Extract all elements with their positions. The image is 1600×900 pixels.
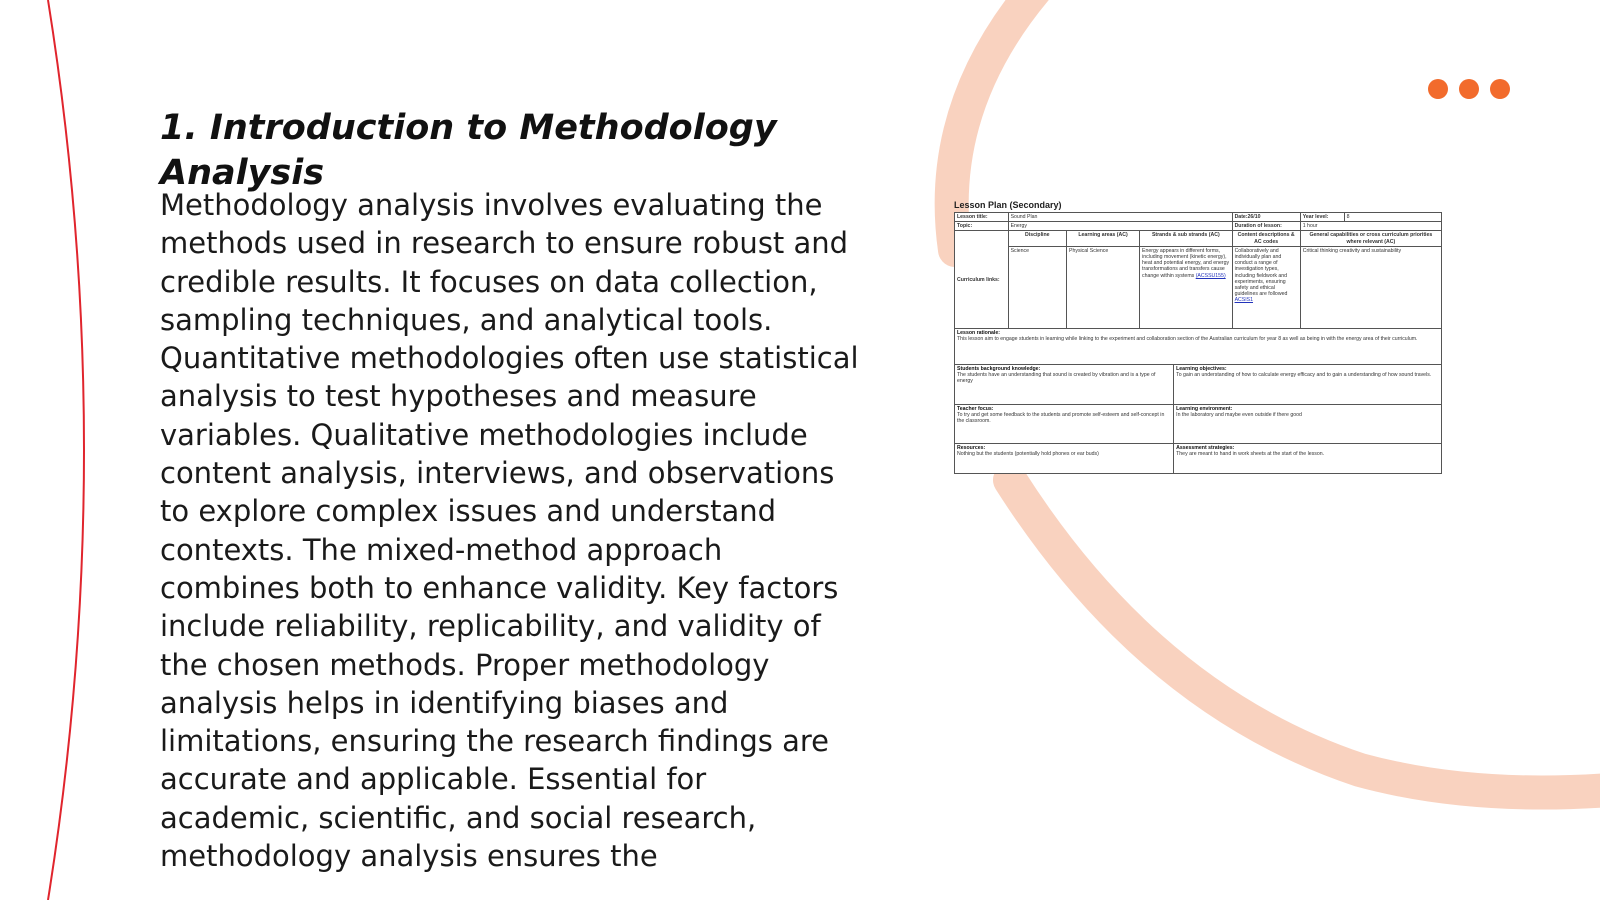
- lesson-plan-image: [954, 200, 1442, 474]
- lesson-plan-heading: Lesson Plan (Secondary): [954, 200, 1062, 210]
- lesson-title-label: Lesson title:: [955, 213, 1009, 222]
- slide-body-text: Methodology analysis involves evaluating the methods used in research to ensure robust and credible results. It focuses on data collection, sampling techniques, and analytical tools. Quantitative methodologies often use statistical analysis to test hypotheses and measure variables. Qualitative methodologies include content analysis, interviews, and observations to explore complex issues and understand contexts. The mixed-method approach combines both to enhance validity. Key factors include reliability, replicability, and validity of the chosen methods. Proper methodology analysis helps in identifying biases and limitations, ensuring the research findings are accurate and applicable. Essential for academic, scientific, and social research, methodology analysis ensures the: [160, 188, 859, 874]
- lesson-title-value: Sound Plan: [1008, 213, 1232, 222]
- strands-value: Energy appears in different forms, including movement (kinetic energy), heat and potential energy, and energy transformations and transfers cause change within systems: [1142, 247, 1230, 279]
- topic-value: Energy: [1008, 222, 1232, 231]
- environment-label: Learning environment:: [1176, 405, 1233, 412]
- background-label: Students background knowledge:: [957, 365, 1041, 372]
- dot-icon: [1459, 79, 1479, 99]
- lesson-plan-table: [954, 212, 1442, 474]
- objectives-value: To gain an understanding of how to calculate energy efficacy and to gain a understanding of how sound travels.: [1176, 372, 1432, 379]
- resources-cell: [955, 443, 1174, 473]
- resources-value: Nothing but the students (potentially hold phones or ear buds): [957, 451, 1099, 458]
- objectives-label: Learning objectives:: [1176, 365, 1227, 372]
- rationale-label: Lesson rationale:: [957, 329, 1000, 336]
- learning-area-value: Physical Science: [1067, 246, 1140, 328]
- table-row: [955, 404, 1442, 443]
- table-row: [955, 328, 1442, 364]
- topic-label: Topic:: [955, 222, 1009, 231]
- strands-cell: [1140, 246, 1233, 328]
- table-row: [955, 364, 1442, 404]
- table-row: [955, 443, 1442, 473]
- duration-value: 1 hour: [1300, 222, 1441, 231]
- table-row: [955, 222, 1442, 231]
- content-code-link[interactable]: ACSIS1: [1234, 297, 1254, 304]
- teacher-focus-value: To try and get some feedback to the students and promote self-esteem and self-concept in the classroom.: [957, 412, 1165, 425]
- table-row: [955, 213, 1442, 222]
- rationale-cell: [955, 328, 1442, 364]
- more-options-icon: [1428, 79, 1510, 99]
- background-value: The students have an understanding that sound is created by vibration and is a type of energy: [957, 372, 1156, 385]
- content-descriptions-header: Content descriptions & AC codes: [1232, 231, 1300, 246]
- learning-areas-header: Learning areas (AC): [1067, 231, 1140, 246]
- table-row: [955, 246, 1442, 328]
- slide-title: 1. Introduction to Methodology Analysis: [160, 108, 777, 193]
- content-cell: [1232, 246, 1300, 328]
- general-capabilities-header: General capabilities or cross curriculum priorities where relevant (AC): [1300, 231, 1441, 246]
- assessment-value: They are meant to hand in work sheets at the start of the lesson.: [1176, 451, 1325, 458]
- date-label: Date:26/10: [1232, 213, 1300, 222]
- strands-header: Strands & sub strands (AC): [1140, 231, 1233, 246]
- teacher-focus-cell: [955, 404, 1174, 443]
- curriculum-links-label: Curriculum links:: [955, 231, 1009, 328]
- duration-label: Duration of lesson:: [1232, 222, 1300, 231]
- discipline-header: Discipline: [1008, 231, 1066, 246]
- general-capabilities-value: Critical thinking creativity and sustainability: [1300, 246, 1441, 328]
- background-cell: [955, 364, 1174, 404]
- teacher-focus-label: Teacher focus:: [957, 405, 994, 412]
- dot-icon: [1490, 79, 1510, 99]
- left-accent-line: [48, 0, 84, 900]
- year-level-value: 8: [1344, 213, 1441, 222]
- assessment-cell: [1174, 443, 1442, 473]
- dot-icon: [1428, 79, 1448, 99]
- environment-value: In the laboratory and maybe even outside if there good: [1176, 412, 1302, 419]
- rationale-value: This lesson aim to engage students in learning while linking to the experiment and collaboration section of the Australian curriculum for year 8 as well as being in with the energy area of their curriculum.: [957, 336, 1418, 343]
- objectives-cell: [1174, 364, 1442, 404]
- strands-code-link[interactable]: (ACSSU155): [1195, 272, 1226, 279]
- environment-cell: [1174, 404, 1442, 443]
- table-row: [955, 231, 1442, 246]
- discipline-value: Science: [1008, 246, 1066, 328]
- resources-label: Resources:: [957, 444, 986, 451]
- assessment-label: Assessment strategies:: [1176, 444, 1235, 451]
- decorative-arc-lower: [1010, 480, 1600, 793]
- year-level-label: Year level:: [1300, 213, 1344, 222]
- content-value: Collaboratively and individually plan and conduct a range of investigation types, including fieldwork and experiments, ensuring safety and ethical guidelines are followed: [1234, 247, 1288, 298]
